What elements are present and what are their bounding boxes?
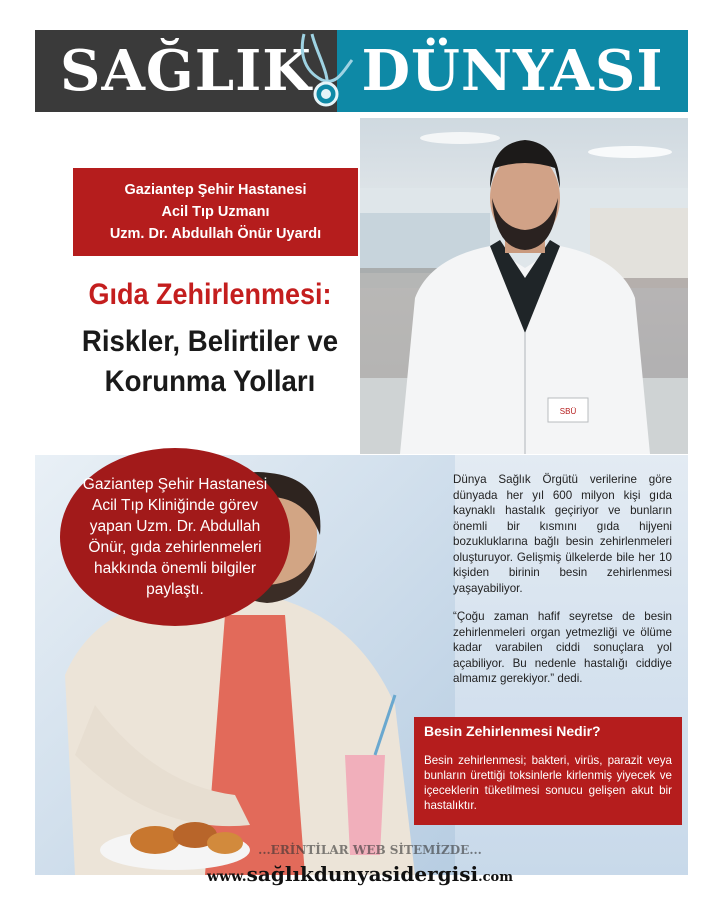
info-box-text: Besin zehirlenmesi; bakteri, virüs, parazit veya bunların ürettiği toksinlerle kirlenmiş yiyecek ve içeceklerin tüketilmesi sonucu gelişen akut bir hastalıktır. <box>414 745 682 825</box>
footer-website[interactable] <box>170 862 550 886</box>
info-box-title: Besin Zehirlenmesi Nedir? <box>414 717 682 745</box>
headline-black <box>54 322 367 402</box>
masthead-title-right: DÜNYASI <box>361 38 664 104</box>
doctor-photo <box>360 118 688 454</box>
subheader-line3: Uzm. Dr. Abdullah Önür Uyardı <box>109 226 322 242</box>
footer-url-prefix: www. <box>207 869 247 885</box>
headline-line2: Riskler, Belirtiler ve <box>81 325 339 358</box>
subheader-line2: Acil Tıp Uzmanı <box>161 204 270 220</box>
footer-tagline: ...ERİNTİLAR WEB SİTEMİZDE... <box>258 843 482 857</box>
masthead-title-left: SAĞLIK <box>60 38 312 104</box>
headline-line3: Korunma Yolları <box>104 365 316 398</box>
subheader-box <box>73 168 358 256</box>
intro-circle: Gaziantep Şehir Hastanesi Acil Tıp Kliniğinde görev yapan Uzm. Dr. Abdullah Önür, gıda zehirlenmeleri hakkında önemli bilgiler paylaştı. <box>60 448 290 626</box>
body-paragraph-1: Dünya Sağlık Örgütü verilerine göre dünyada her yıl 600 milyon kişi gıda kaynaklı hastalık geçiriyor ve bunların önemli bir kısmını gıda hijyeni bozukluklarına bağlı besin zehirlenmeleri oluşturuyor. Gelişmiş ülkelerde bile her 10 kişiden birinin besin zehirlenmesi yaşayabiliyor. <box>453 473 672 595</box>
headline-red: Gıda Zehirlenmesi: <box>88 278 332 311</box>
body-paragraph-2: “Çoğu zaman hafif seyretse de besin zehirlenmeleri organ yetmezliği ve ölüme kadar varabilen ciddi sonuçlara yol açabiliyor. Bu nedenle hastalığı ciddiye almamız gerekiyor.” dedi. <box>453 610 672 685</box>
badge-label: SBÜ <box>559 407 577 416</box>
footer-url-suffix: .com <box>478 870 513 885</box>
stethoscope-icon <box>292 30 372 112</box>
subheader-line1: Gaziantep Şehir Hastanesi <box>124 182 307 198</box>
article-body <box>453 472 672 700</box>
footer-url-domain: sağlıkdunyasidergisi <box>246 862 479 886</box>
